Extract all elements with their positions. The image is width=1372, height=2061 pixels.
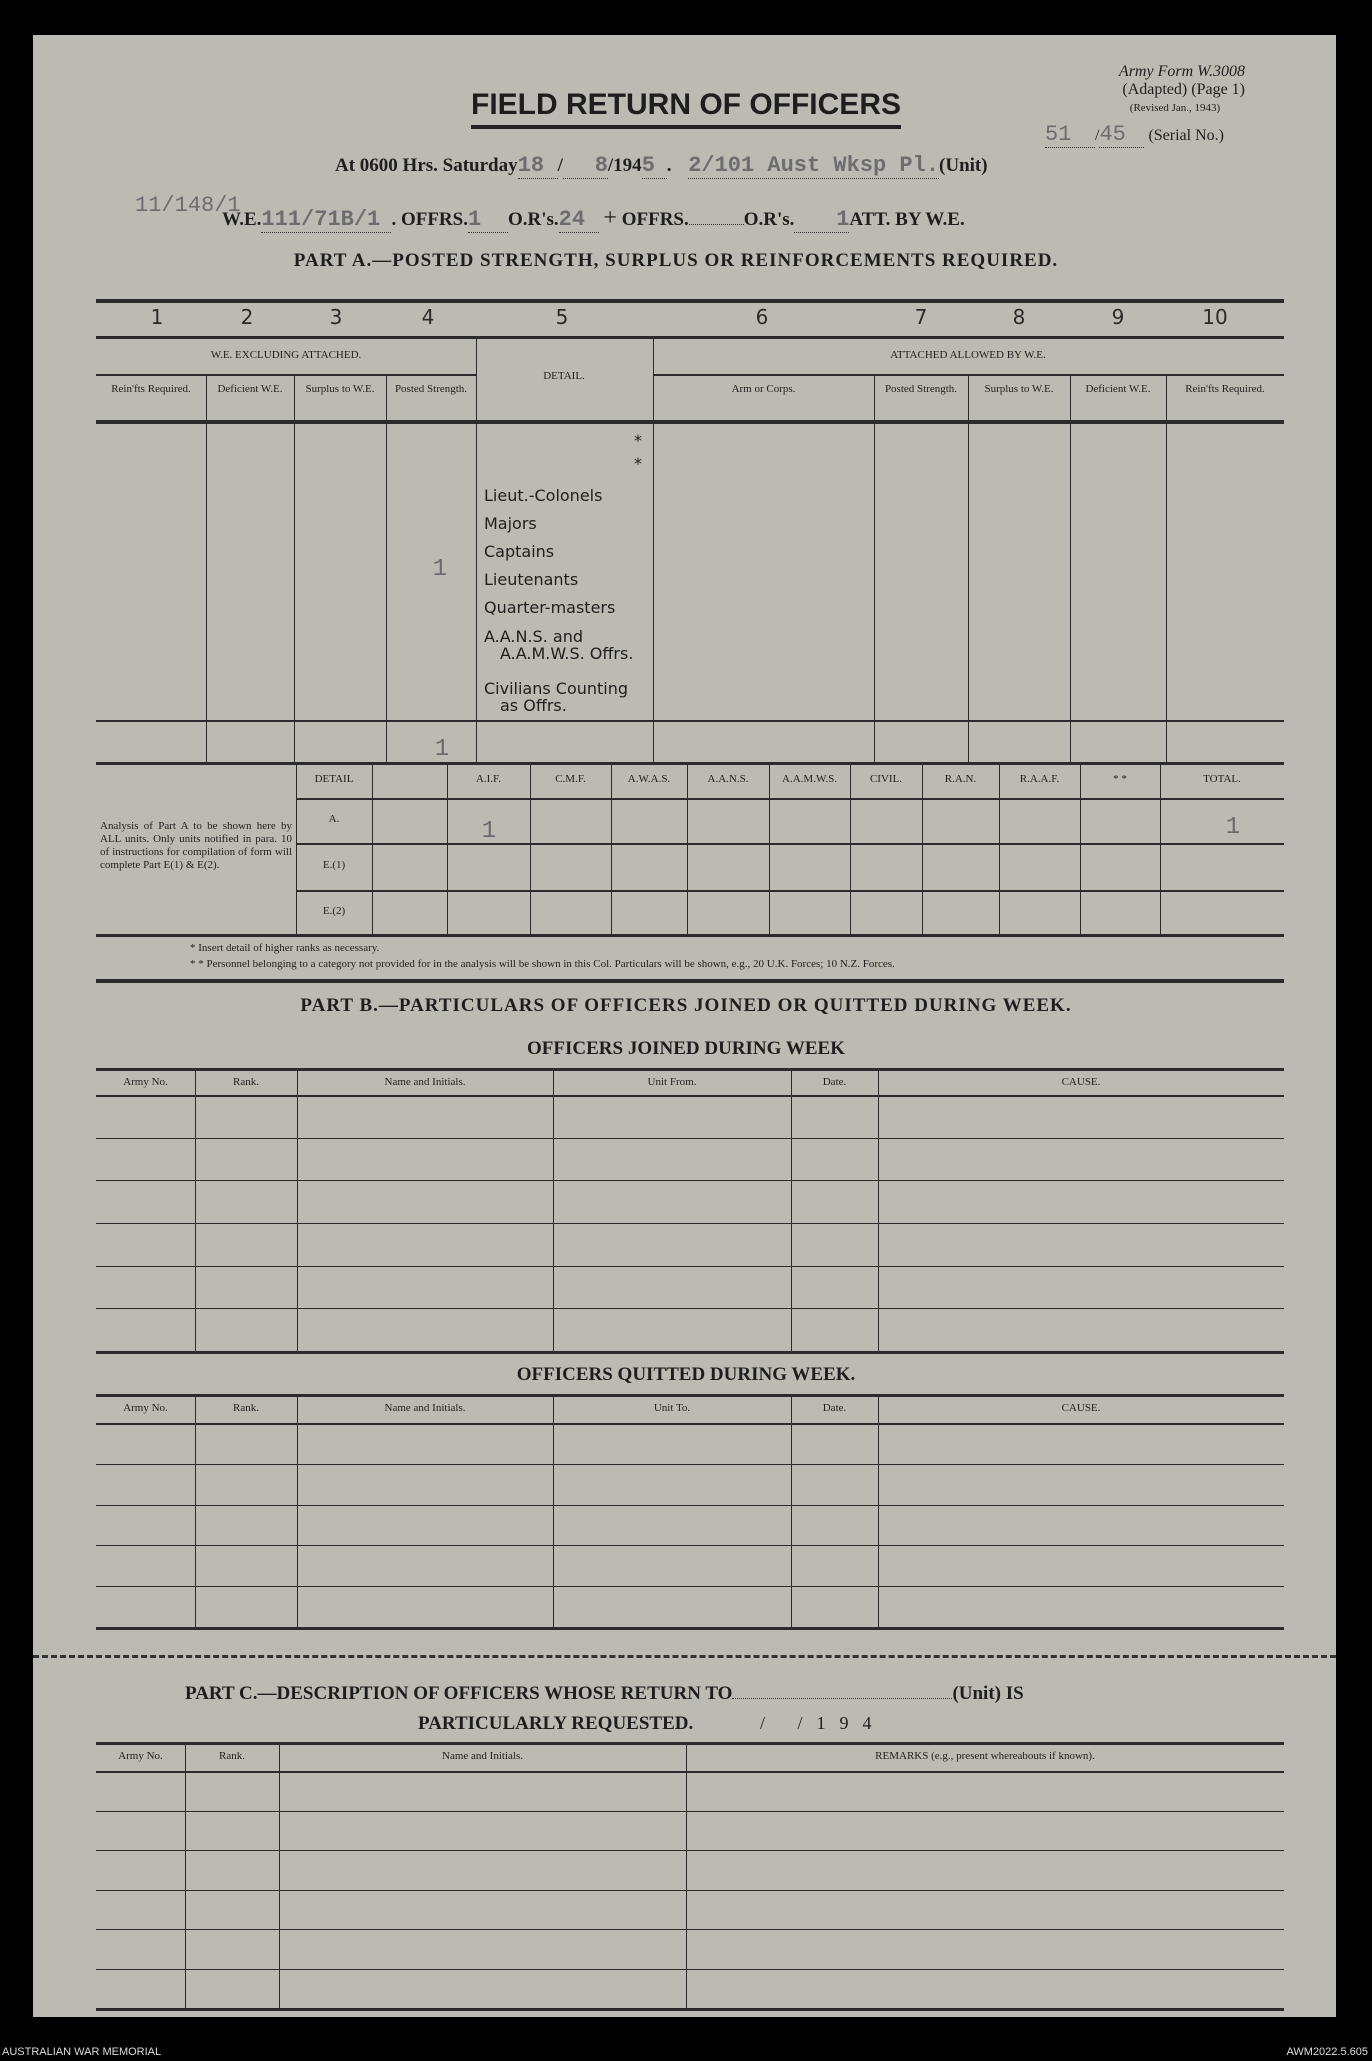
column-number: 7: [914, 305, 928, 329]
detail-row-label: A.A.M.W.S. Offrs.: [500, 644, 634, 663]
group-header-we: W.E. EXCLUDING ATTACHED.: [210, 349, 362, 361]
detail-row-label: Lieut.-Colonels: [484, 486, 603, 505]
rule-line: [96, 374, 476, 376]
form-number: [1075, 63, 1245, 117]
part-c-title-text: PART C.—DESCRIPTION OF OFFICERS WHOSE RETURN TO: [185, 1683, 733, 1704]
joined-header: Unit From.: [647, 1076, 697, 1088]
we-value: 111/71B/1: [261, 207, 391, 233]
rule-line: [96, 1890, 1284, 1891]
joined-header: Army No.: [123, 1076, 168, 1088]
rule-line: [96, 1505, 1284, 1506]
column-rule: [611, 763, 612, 934]
quitted-title: OFFICERS QUITTED DURING WEEK.: [516, 1364, 856, 1385]
rule-line: [96, 1223, 1284, 1224]
column-number: 10: [1202, 305, 1228, 329]
column-rule: [386, 374, 387, 762]
year-digit: 5: [642, 153, 667, 179]
form-line2: (Adapted) (Page 1): [1122, 81, 1245, 98]
serial-label: (Serial No.): [1148, 127, 1224, 144]
column-rule: [294, 374, 295, 762]
footer-credit: AUSTRALIAN WAR MEMORIAL: [2, 2046, 162, 2058]
form-line1: Army Form W.3008: [1118, 63, 1245, 80]
rule-line: [96, 1545, 1284, 1546]
column-rule: [968, 374, 969, 762]
quitted-header: Rank.: [233, 1402, 259, 1414]
part-c-line2: PARTICULARLY REQUESTED.: [418, 1713, 694, 1734]
joined-header: Rank.: [233, 1076, 259, 1088]
year-prefix: /194: [607, 155, 642, 176]
unit-value: 2/101 Aust Wksp Pl.: [688, 153, 940, 178]
ors-value: 24: [559, 207, 599, 233]
part-c-header: Name and Initials.: [442, 1750, 523, 1762]
column-rule: [530, 763, 531, 934]
footnote: * Insert detail of higher ranks as necessary.: [190, 942, 380, 954]
detail-row-label: A.A.N.S. and: [484, 627, 583, 646]
footer-accession: AWM2022.5.605: [1286, 2046, 1368, 2058]
rule-line: [96, 1850, 1284, 1851]
rule-line: [96, 2008, 1284, 2011]
rule-line: [96, 1586, 1284, 1587]
rule-line: [96, 336, 1284, 339]
rule-line: [96, 299, 1284, 303]
column-rule: [206, 374, 207, 762]
column-number: 3: [329, 305, 343, 329]
analysis-header: CIVIL.: [869, 773, 903, 785]
detail-row-label: *: [634, 431, 642, 450]
column-rule: [447, 763, 448, 934]
quitted-header: Unit To.: [653, 1402, 691, 1414]
rule-line: [96, 720, 1284, 722]
joined-title: OFFICERS JOINED DURING WEEK: [527, 1038, 845, 1059]
part-c-title: [185, 1683, 1024, 1705]
rule-line: [96, 1771, 1284, 1773]
column-rule: [1166, 374, 1167, 762]
column-rule: [791, 1394, 792, 1627]
joined-header: Name and Initials.: [384, 1076, 466, 1088]
at-label: At 0600 Hrs. Saturday: [335, 155, 518, 176]
ors2-label: O.R's.: [743, 209, 795, 230]
sub-header: Rein'fts Required.: [111, 383, 191, 395]
rule-line: [296, 798, 1284, 800]
rule-line: [96, 1351, 1284, 1354]
ors-label: O.R's.: [507, 209, 559, 230]
analysis-header: C.M.F.: [555, 773, 586, 785]
rule-line: [96, 1180, 1284, 1181]
analysis-header: R.A.A.F.: [1019, 773, 1060, 785]
part-b-title: PART B.—PARTICULARS OF OFFICERS JOINED OR QUITTED DURING WEEK.: [300, 995, 1072, 1016]
column-rule: [769, 763, 770, 934]
column-number: 1: [150, 305, 164, 329]
column-rule: [1080, 763, 1081, 934]
column-rule: [476, 336, 477, 762]
serial-a: 51: [1045, 122, 1095, 148]
detail-row-label: *: [634, 454, 642, 473]
margin-reference: 11/148/1: [135, 193, 241, 218]
serial-b: 45: [1099, 122, 1144, 148]
detail-row-label: as Offrs.: [500, 696, 567, 715]
column-number: 5: [555, 305, 569, 329]
column-rule: [922, 763, 923, 934]
aif-a-value: 1: [481, 818, 497, 845]
column-rule: [297, 1068, 298, 1351]
day-value: 18: [518, 153, 558, 179]
tear-line: [33, 1655, 1336, 1658]
analysis-header: R.A.N.: [944, 773, 977, 785]
column-rule: [878, 1068, 879, 1351]
column-rule: [296, 763, 297, 934]
att-label: ATT. BY W.E.: [849, 209, 965, 230]
detail-header: DETAIL.: [543, 370, 585, 382]
column-rule: [185, 1742, 186, 2008]
sub-header: Posted Strength.: [394, 383, 468, 395]
date-unit-line: At 0600 Hrs. Saturday18 / 8/1945 . 2/101 Aust Wksp Pl.(Unit): [335, 153, 988, 178]
analysis-row-label: E.(1): [322, 859, 346, 871]
we-line: W.E.111/71B/1 . OFFRS.1 O.R's.24 + OFFRS. O.R's. 1ATT. BY W.E.: [222, 205, 965, 232]
column-rule: [686, 1742, 687, 2008]
offrs-value: 1: [468, 207, 508, 233]
part-c-header: Rank.: [219, 1750, 245, 1762]
rule-line: [96, 979, 1284, 983]
column-rule: [687, 763, 688, 934]
posted-strength-entry: 1: [432, 556, 448, 583]
rule-line: [96, 1811, 1284, 1812]
detail-row-label: Quarter-masters: [484, 598, 616, 617]
rule-line: [96, 1627, 1284, 1630]
rule-line: [96, 1308, 1284, 1309]
analysis-header: DETAIL: [314, 773, 354, 785]
part-c-date: / /194: [760, 1713, 886, 1733]
we-label: W.E.: [222, 209, 262, 230]
rule-line: [96, 1742, 1284, 1745]
form-line3: (Revised Jan., 1943): [1129, 102, 1221, 114]
column-rule: [878, 1394, 879, 1627]
column-number: 6: [755, 305, 769, 329]
column-number: 9: [1111, 305, 1125, 329]
part-c-unit-label: (Unit) IS: [952, 1683, 1024, 1704]
rule-line: [96, 762, 1284, 765]
sub-header: Deficient W.E.: [1085, 383, 1151, 395]
part-c-header: REMARKS (e.g., present whereabouts if known).: [875, 1750, 1095, 1762]
analysis-row-label: A.: [328, 813, 340, 825]
quitted-header: Date.: [822, 1402, 847, 1414]
page-title: FIELD RETURN OF OFFICERS: [471, 88, 901, 129]
rule-line: [96, 1138, 1284, 1139]
part-c-header: Army No.: [118, 1750, 163, 1762]
analysis-header: A.A.M.W.S.: [782, 773, 837, 785]
sub-header: Posted Strength.: [884, 383, 958, 395]
posted-strength-total: 1: [434, 736, 450, 763]
detail-row-label: Civilians Counting: [484, 679, 629, 698]
column-rule: [553, 1394, 554, 1627]
column-number: 2: [240, 305, 254, 329]
column-number: 4: [421, 305, 435, 329]
rule-line: [96, 1394, 1284, 1397]
rule-line: [96, 1095, 1284, 1097]
joined-header: CAUSE.: [1061, 1076, 1101, 1088]
rule-line: [96, 1464, 1284, 1465]
quitted-header: Name and Initials.: [384, 1402, 466, 1414]
ors2-value: 1: [794, 207, 849, 233]
analysis-header: A.I.F.: [475, 773, 502, 785]
rule-line: [96, 1969, 1284, 1970]
rule-line: [96, 420, 1284, 424]
detail-row-label: Lieutenants: [484, 570, 579, 589]
column-number: 8: [1012, 305, 1026, 329]
unit-blank: [732, 1698, 952, 1699]
serial-number: 51 /45 (Serial No.): [1045, 122, 1224, 147]
analysis-note: Analysis of Part A to be shown here by ALL units. Only units notified in para. 10 of instructions for compilation of form will complete Part E(1) & E(2).: [100, 820, 292, 871]
offrs2-blank: [689, 224, 744, 225]
column-rule: [553, 1068, 554, 1351]
sub-header: Surplus to W.E.: [305, 383, 375, 395]
analysis-header: * *: [1113, 773, 1127, 785]
sub-header: Arm or Corps.: [731, 383, 796, 395]
rule-line: [296, 843, 1284, 845]
column-rule: [1160, 763, 1161, 934]
rule-line: [96, 1929, 1284, 1930]
analysis-header: A.A.N.S.: [707, 773, 749, 785]
column-rule: [279, 1742, 280, 2008]
rule-line: [296, 890, 1284, 892]
analysis-header: A.W.A.S.: [627, 773, 671, 785]
column-rule: [850, 763, 851, 934]
footnote: * * Personnel belonging to a category not provided for in the analysis will be shown in this Col. Particulars will be shown, e.g., 20 U.K. Forces; 10 N.Z. Forces.: [190, 958, 895, 970]
rule-line: [96, 934, 1284, 937]
analysis-row-label: E.(2): [322, 905, 346, 917]
quitted-header: Army No.: [123, 1402, 168, 1414]
column-rule: [372, 763, 373, 934]
detail-row-label: Captains: [484, 542, 555, 561]
plus-sign: +: [603, 205, 617, 231]
column-rule: [791, 1068, 792, 1351]
column-rule: [195, 1068, 196, 1351]
column-rule: [297, 1394, 298, 1627]
offrs-label: OFFRS.: [400, 209, 468, 230]
column-rule: [999, 763, 1000, 934]
group-header-attached: ATTACHED ALLOWED BY W.E.: [890, 349, 1046, 361]
column-rule: [195, 1394, 196, 1627]
column-rule: [874, 374, 875, 762]
column-rule: [1070, 374, 1071, 762]
month-value: 8: [563, 153, 608, 179]
detail-row-label: Majors: [484, 514, 537, 533]
column-rule: [653, 336, 654, 762]
sub-header: Surplus to W.E.: [984, 383, 1054, 395]
analysis-header: TOTAL.: [1203, 773, 1241, 785]
rule-line: [96, 1423, 1284, 1425]
total-a-value: 1: [1225, 814, 1241, 841]
rule-line: [96, 1068, 1284, 1071]
offrs2-label: OFFRS.: [621, 209, 689, 230]
joined-header: Date.: [822, 1076, 847, 1088]
part-a-title: PART A.—POSTED STRENGTH, SURPLUS OR REINFORCEMENTS REQUIRED.: [293, 250, 1059, 271]
rule-line: [96, 1266, 1284, 1267]
sub-header: Rein'fts Required.: [1185, 383, 1265, 395]
unit-label: (Unit): [939, 155, 988, 176]
quitted-header: CAUSE.: [1061, 1402, 1101, 1414]
sub-header: Deficient W.E.: [217, 383, 283, 395]
